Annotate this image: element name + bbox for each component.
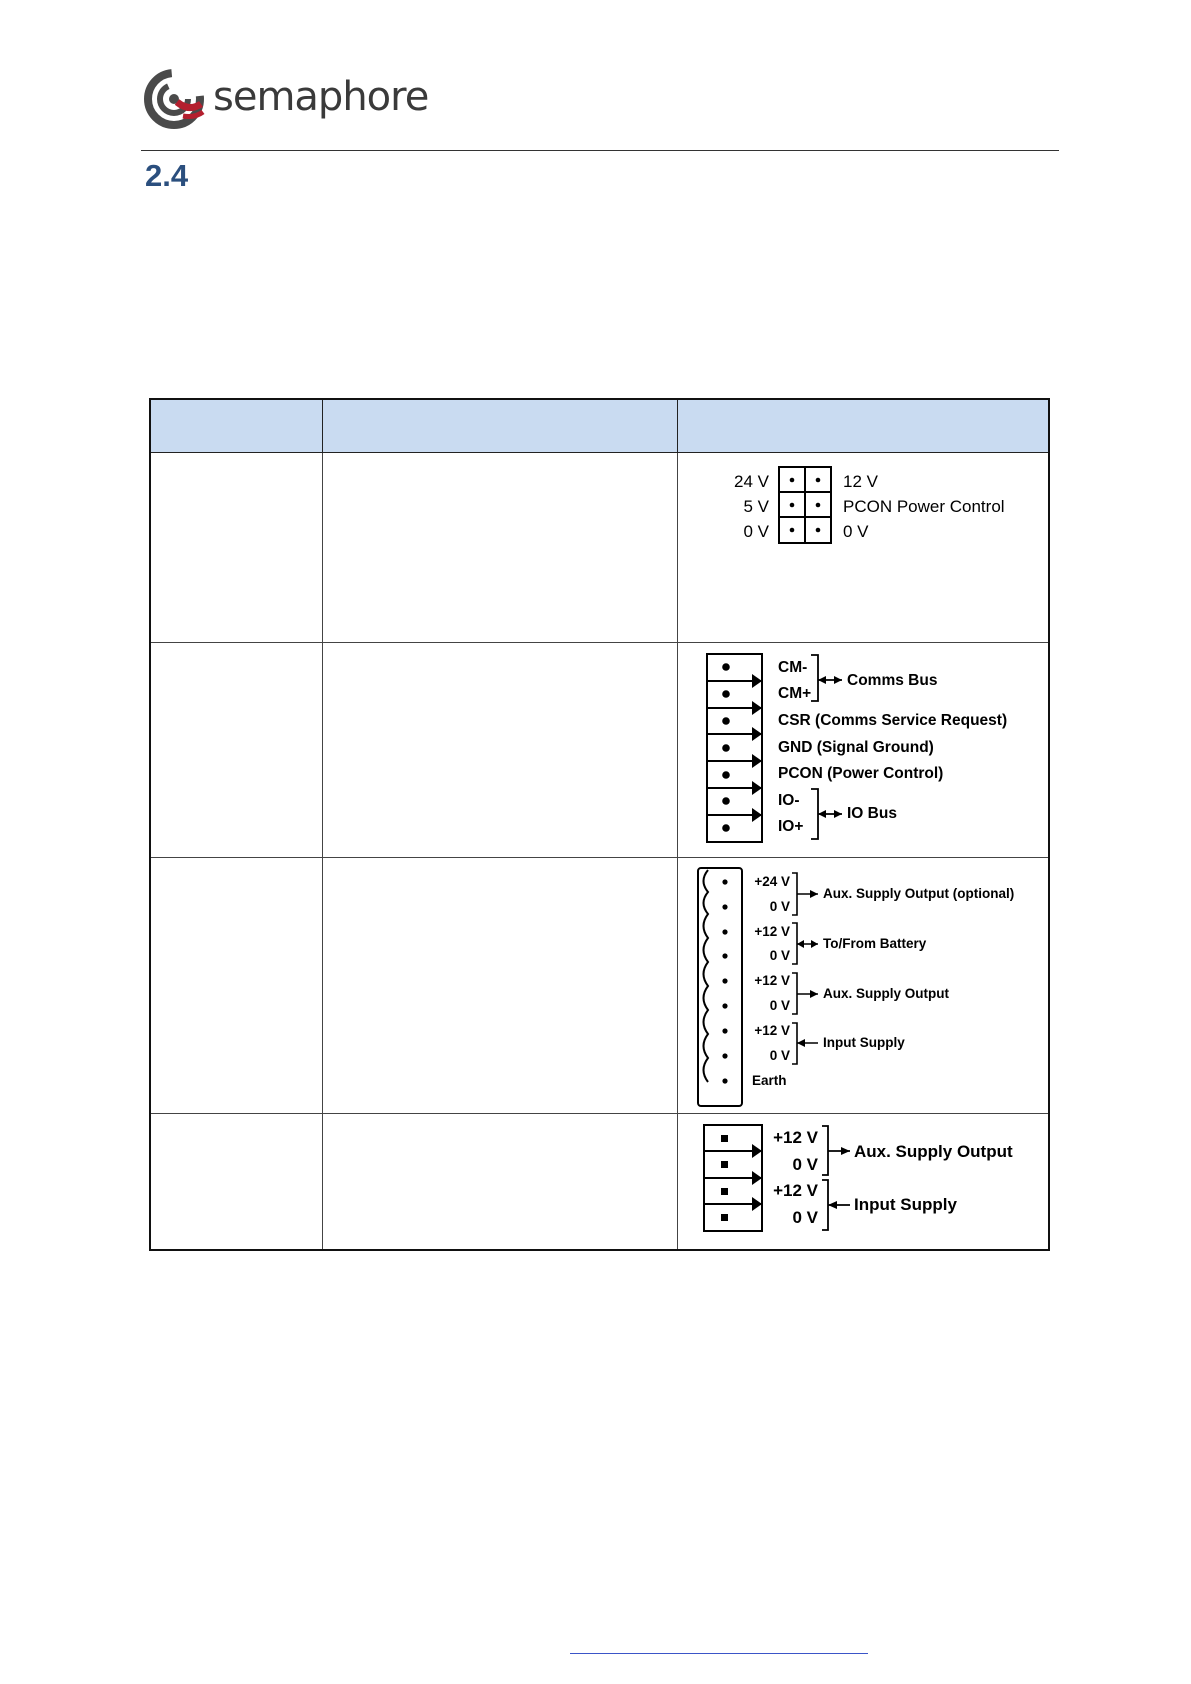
- footer-hyperlink[interactable]: [570, 1653, 868, 1654]
- pin-label: CM+: [778, 685, 812, 702]
- pin-label: 12 V: [843, 472, 879, 491]
- connector-description-cell: [322, 1114, 678, 1250]
- table-row: [150, 1114, 1049, 1250]
- pin-label: +12 V: [773, 1181, 819, 1200]
- power-terminal-diagram: [678, 858, 1048, 1114]
- connector-name-cell: [150, 643, 322, 858]
- pin-label: IO-: [778, 792, 800, 809]
- connector-diagram-cell: [678, 858, 1049, 1114]
- pin-label: +12 V: [754, 973, 791, 988]
- connector-diagram-cell: [678, 453, 1049, 643]
- header-connector-icon: [779, 467, 831, 543]
- connector-name-cell: [150, 858, 322, 1114]
- pin-label: Earth: [752, 1073, 787, 1088]
- connector-description-cell: [322, 453, 678, 643]
- group-label: Aux. Supply Output: [854, 1142, 1014, 1161]
- header-divider: [141, 150, 1059, 151]
- connector-diagram-cell: [678, 643, 1049, 858]
- pin-label: +12 V: [754, 1023, 791, 1038]
- table-header-row: [150, 399, 1049, 453]
- pin-label: 24 V: [734, 472, 770, 491]
- pin-label: 0 V: [743, 522, 770, 541]
- connector-name-cell: [150, 453, 322, 643]
- terminal-block-icon: [698, 868, 742, 1106]
- connector-name-cell: [150, 1114, 322, 1250]
- table-row: [150, 643, 1049, 858]
- table-header-cell: [678, 399, 1049, 453]
- pin-label: 0 V: [770, 948, 791, 963]
- supply-terminal-diagram: [678, 1114, 1048, 1250]
- table-header-cell: [322, 399, 678, 453]
- pin-label: 0 V: [770, 899, 791, 914]
- pin-label: GND (Signal Ground): [778, 739, 935, 756]
- pin-label: 0 V: [792, 1155, 819, 1174]
- group-label: Comms Bus: [847, 672, 938, 689]
- group-label: IO Bus: [847, 805, 898, 822]
- section-number: 2.4: [145, 158, 189, 193]
- table-row: [150, 858, 1049, 1114]
- pin-label: PCON Power Control: [843, 497, 1006, 516]
- brand-name: semaphore: [213, 74, 429, 120]
- pin-label: 0 V: [792, 1208, 819, 1227]
- pin-label: IO+: [778, 818, 804, 835]
- pin-label: CM-: [778, 659, 808, 676]
- connector-description-cell: [322, 643, 678, 858]
- power-header-diagram: [678, 453, 1048, 643]
- semaphore-logo: [143, 66, 429, 136]
- semaphore-swirl-logo-icon: [143, 68, 209, 130]
- pin-label: 0 V: [770, 1048, 791, 1063]
- connector-description-cell: [322, 858, 678, 1114]
- connector-table: [149, 398, 1050, 1251]
- group-label: Aux. Supply Output (optional): [823, 886, 1015, 901]
- group-label: Input Supply: [854, 1195, 958, 1214]
- pin-label: +12 V: [754, 924, 791, 939]
- pin-label: CSR (Comms Service Request): [778, 712, 1008, 729]
- table-header-cell: [150, 399, 322, 453]
- pin-label: PCON (Power Control): [778, 765, 944, 782]
- comms-terminal-diagram: [678, 643, 1048, 858]
- pin-label: 0 V: [843, 522, 869, 541]
- pin-label: +24 V: [754, 874, 791, 889]
- connector-diagram-cell: [678, 1114, 1049, 1250]
- pin-label: 0 V: [770, 998, 791, 1013]
- group-label: Aux. Supply Output: [823, 986, 950, 1001]
- pin-label: +12 V: [773, 1128, 819, 1147]
- pin-label: 5 V: [743, 497, 770, 516]
- table-row: [150, 453, 1049, 643]
- group-label: To/From Battery: [823, 936, 927, 951]
- group-label: Input Supply: [823, 1035, 906, 1050]
